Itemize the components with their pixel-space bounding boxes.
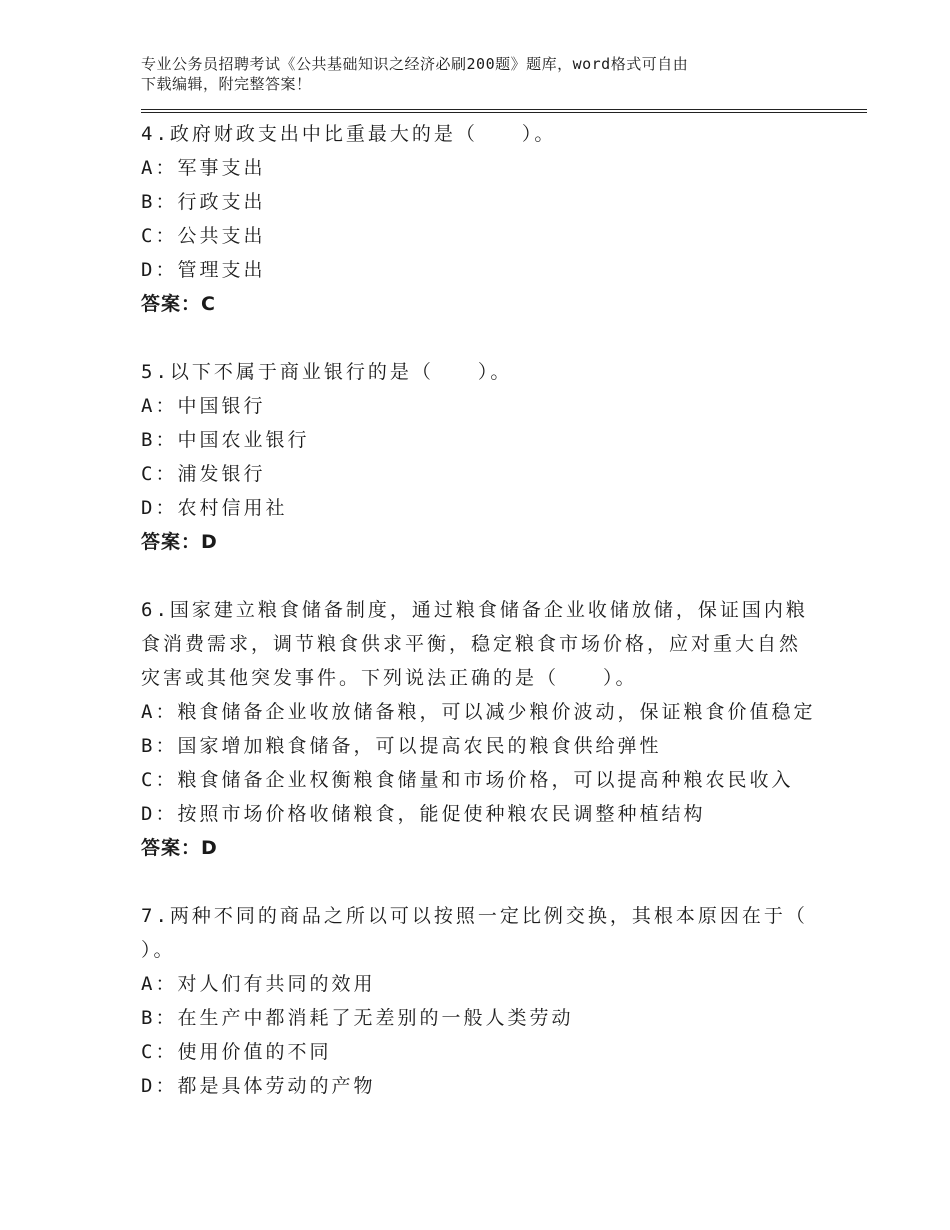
option-b: B：中国农业银行 <box>141 429 310 451</box>
answer-label: 答案：D <box>141 531 218 553</box>
question-4 <box>141 117 867 321</box>
option-c: C：浦发银行 <box>141 463 266 485</box>
header-line-1: 专业公务员招聘考试《公共基础知识之经济必刷200题》题库，word格式可自由 <box>141 55 689 73</box>
question-7 <box>141 899 867 1103</box>
option-d: D：管理支出 <box>141 259 266 281</box>
question-list <box>141 117 867 1103</box>
option-a: A：中国银行 <box>141 395 266 417</box>
spacer <box>141 559 867 593</box>
option-d: D：农村信用社 <box>141 497 288 519</box>
question-stem-line-1: 7.两种不同的商品之所以可以按照一定比例交换，其根本原因在于（ <box>141 905 808 927</box>
header-divider <box>141 109 867 113</box>
question-stem-line-1: 6.国家建立粮食储备制度，通过粮食储备企业收储放储，保证国内粮 <box>141 599 808 621</box>
question-stem: 4.政府财政支出中比重最大的是（ ）。 <box>141 123 557 145</box>
option-c: C：使用价值的不同 <box>141 1041 332 1063</box>
option-b: B：行政支出 <box>141 191 266 213</box>
option-b: B：在生产中都消耗了无差别的一般人类劳动 <box>141 1007 574 1029</box>
option-c: C：公共支出 <box>141 225 266 247</box>
spacer <box>141 321 867 355</box>
option-a: A：粮食储备企业收放储备粮，可以减少粮价波动，保证粮食价值稳定 <box>141 701 816 723</box>
document-header <box>141 54 811 94</box>
question-5 <box>141 355 867 559</box>
answer-label: 答案：C <box>141 293 216 315</box>
option-b: B：国家增加粮食储备，可以提高农民的粮食供给弹性 <box>141 735 662 757</box>
option-a: A：对人们有共同的效用 <box>141 973 376 995</box>
question-stem: 5.以下不属于商业银行的是（ ）。 <box>141 361 513 383</box>
option-a: A：军事支出 <box>141 157 266 179</box>
option-d: D：都是具体劳动的产物 <box>141 1075 376 1097</box>
spacer <box>141 865 867 899</box>
answer-label: 答案：D <box>141 837 218 859</box>
question-stem-line-2: ）。 <box>141 939 176 961</box>
option-d: D：按照市场价格收储粮食，能促使种粮农民调整种植结构 <box>141 803 706 825</box>
question-6 <box>141 593 867 865</box>
option-c: C：粮食储备企业权衡粮食储量和市场价格，可以提高种粮农民收入 <box>141 769 794 791</box>
header-line-2: 下载编辑，附完整答案！ <box>141 75 312 93</box>
question-stem-line-3: 灾害或其他突发事件。下列说法正确的是（ ）。 <box>141 667 638 689</box>
document-page <box>141 54 867 1103</box>
question-stem-line-2: 食消费需求，调节粮食供求平衡，稳定粮食市场价格，应对重大自然 <box>141 633 802 655</box>
